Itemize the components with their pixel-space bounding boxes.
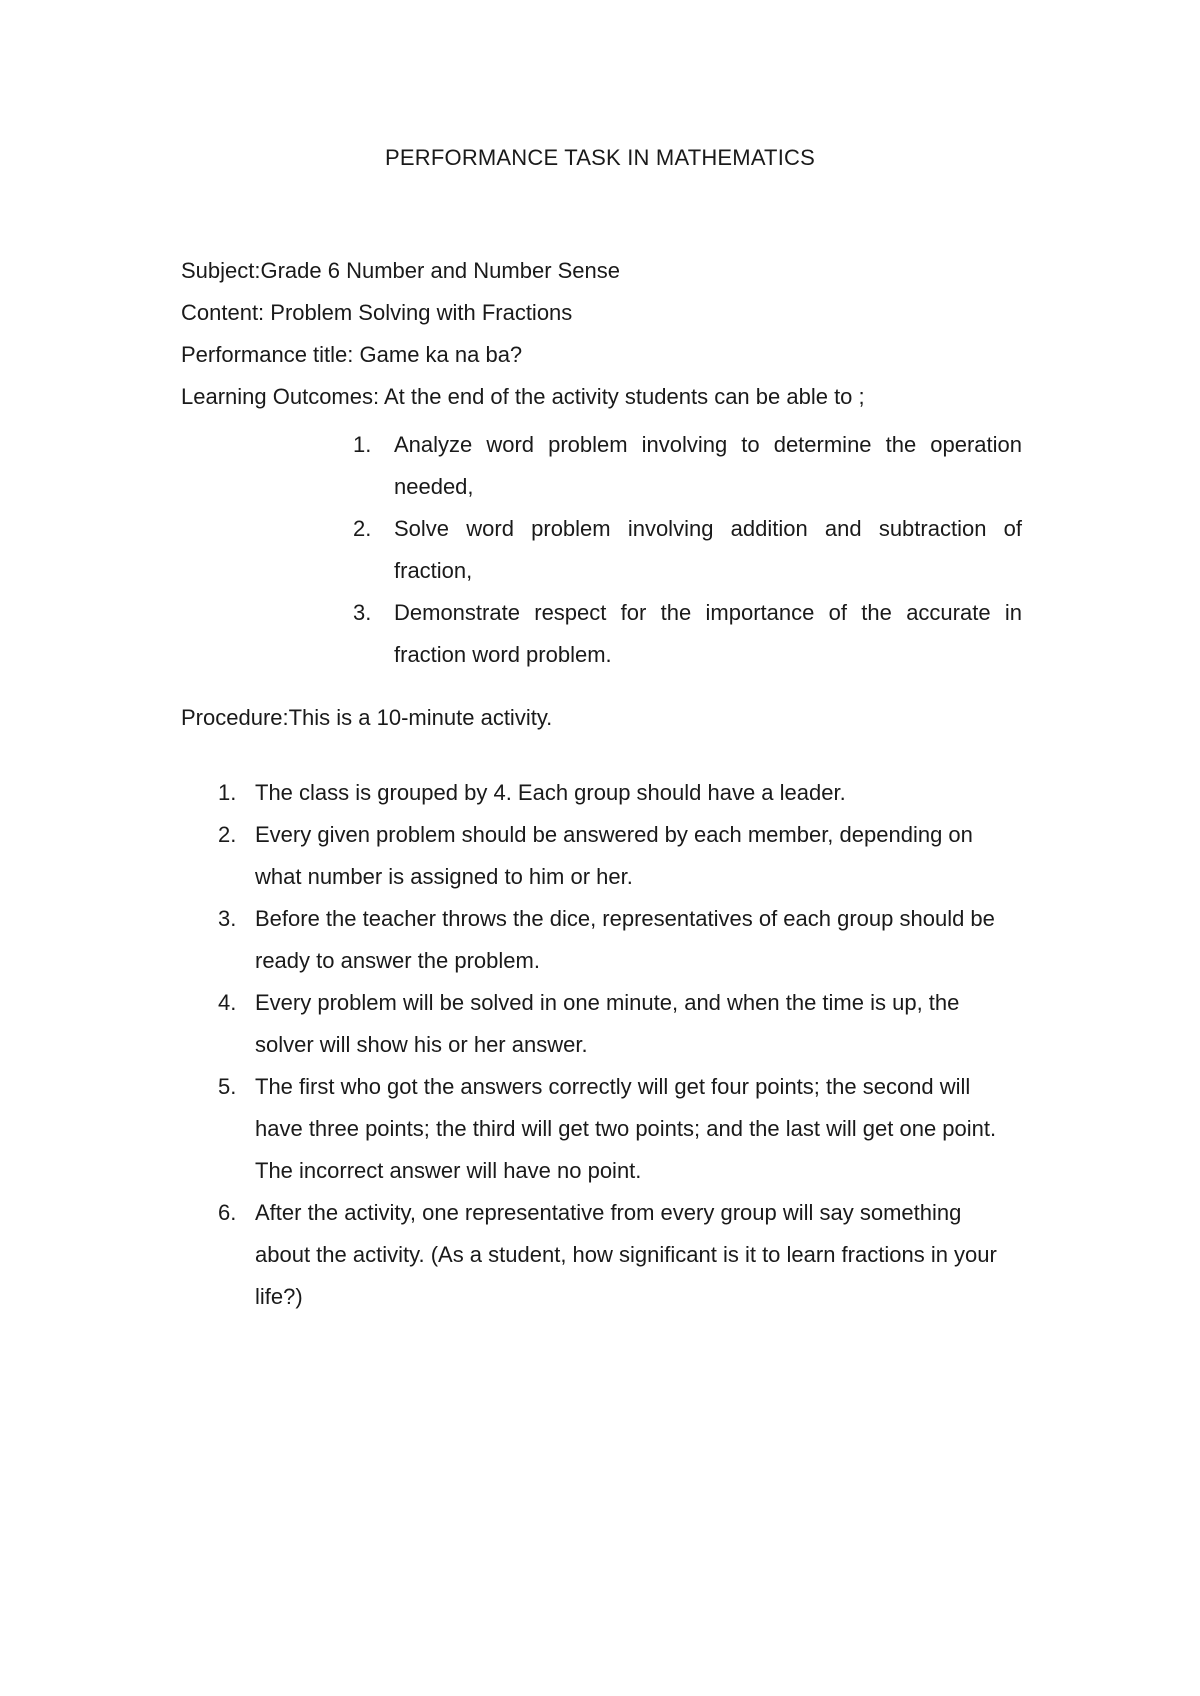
list-item-text: Every given problem should be answered by each member, depending on what number is assigned to him or her. — [255, 822, 973, 889]
list-item-text: Demonstrate respect for the importance of the accurate in fraction word problem. — [394, 600, 1022, 667]
content-line: Content: Problem Solving with Fractions — [181, 300, 573, 325]
performance-title-line: Performance title: Game ka na ba? — [181, 342, 523, 367]
document-title: PERFORMANCE TASK IN MATHEMATICS — [385, 145, 815, 170]
list-item — [212, 1192, 1022, 1318]
list-item-number: 1. — [353, 432, 372, 457]
list-item-number: 4. — [218, 990, 237, 1015]
document-meta — [181, 256, 1021, 424]
subject-line: Subject:Grade 6 Number and Number Sense — [181, 258, 621, 283]
list-item-text: The class is grouped by 4. Each group should have a leader. — [255, 780, 846, 805]
list-item — [212, 898, 1022, 982]
list-item — [342, 424, 1022, 508]
learning-outcomes-list — [342, 424, 1022, 676]
list-item — [212, 772, 1022, 814]
list-item-text: After the activity, one representative from every group will say something about the activity. (As a student, how significant is it to learn fractions in your life?) — [255, 1200, 997, 1309]
list-item — [212, 814, 1022, 898]
list-item-text: Before the teacher throws the dice, representatives of each group should be ready to answer the problem. — [255, 906, 995, 973]
list-item-text: Analyze word problem involving to determine the operation needed, — [394, 432, 1022, 499]
list-item-number: 1. — [218, 780, 237, 805]
list-item — [342, 508, 1022, 592]
list-item-text: Every problem will be solved in one minute, and when the time is up, the solver will show his or her answer. — [255, 990, 960, 1057]
list-item-text: The first who got the answers correctly will get four points; the second will have three points; the third will get two points; and the last will get one point. The incorrect answer will have no point. — [255, 1074, 997, 1183]
list-item — [212, 982, 1022, 1066]
procedure-steps-list — [212, 772, 1022, 1318]
procedure-heading: Procedure:This is a 10-minute activity. — [181, 705, 553, 730]
list-item-number: 5. — [218, 1074, 237, 1099]
list-item-number: 3. — [353, 600, 372, 625]
list-item — [342, 592, 1022, 676]
list-item-number: 2. — [353, 516, 372, 541]
list-item — [212, 1066, 1022, 1192]
list-item-number: 3. — [218, 906, 237, 931]
list-item-number: 6. — [218, 1200, 237, 1225]
list-item-text: Solve word problem involving addition and subtraction of fraction, — [394, 516, 1022, 583]
list-item-number: 2. — [218, 822, 237, 847]
learning-outcomes-intro: Learning Outcomes: At the end of the activity students can be able to ; — [181, 384, 865, 409]
